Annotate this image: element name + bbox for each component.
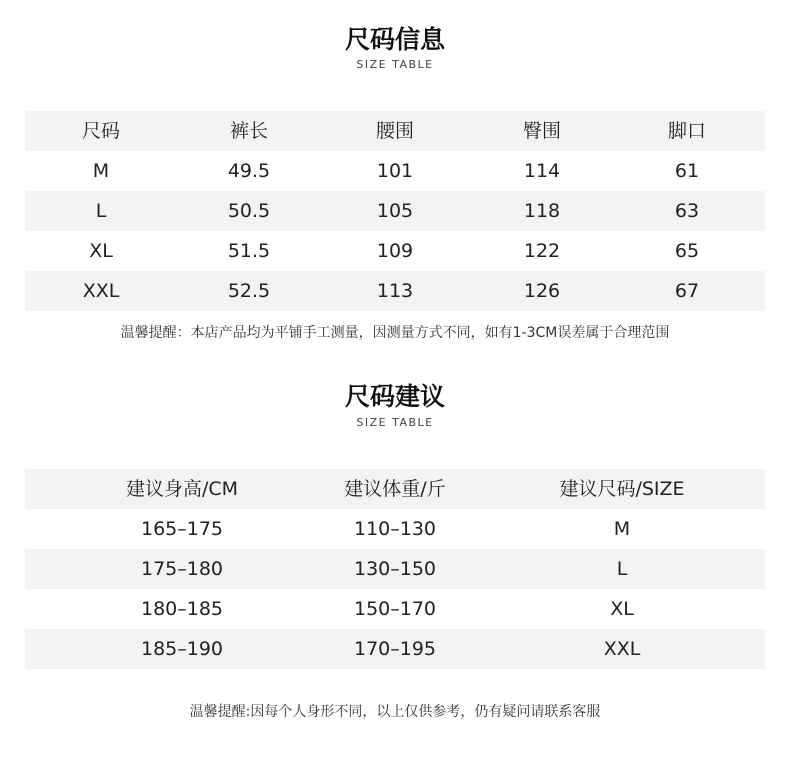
header-cell: 建议体重/斤 [344, 478, 446, 500]
table-cell: M [92, 160, 110, 182]
header-cell: 臀围 [522, 120, 561, 142]
table-cell: 50.5 [227, 200, 271, 222]
table-row [25, 629, 765, 669]
table-row [25, 509, 765, 549]
table-cell: XXL [603, 638, 641, 660]
table-cell: 118 [523, 200, 561, 222]
table-cell: 49.5 [227, 160, 271, 182]
size-info-subtitle: SIZE TABLE [356, 58, 434, 71]
table-header-row [25, 111, 765, 151]
table-row [25, 191, 765, 231]
table-cell: M [613, 518, 631, 540]
table-cell: L [616, 558, 628, 580]
table-cell: 180–185 [140, 598, 224, 620]
table-cell: 101 [376, 160, 414, 182]
table-cell: 150–170 [353, 598, 437, 620]
header-cell: 建议尺码/SIZE [559, 478, 685, 500]
size-advice-table [25, 469, 765, 669]
table-cell: 52.5 [227, 280, 271, 302]
table-cell: 130–150 [353, 558, 437, 580]
table-header-row [25, 469, 765, 509]
table-cell: 51.5 [227, 240, 271, 262]
size-advice-title: 尺码建议 [344, 382, 445, 411]
table-row [25, 589, 765, 629]
table-cell: 170–195 [353, 638, 437, 660]
table-cell: 114 [523, 160, 561, 182]
table-cell: 165–175 [140, 518, 224, 540]
table-cell: 122 [523, 240, 561, 262]
table-cell: 109 [376, 240, 414, 262]
table-cell: 65 [674, 240, 700, 262]
header-cell: 建议身高/CM [125, 478, 239, 500]
table-row [25, 271, 765, 311]
table-cell: 175–180 [140, 558, 224, 580]
table-cell: 63 [674, 200, 700, 222]
table-cell: 110–130 [353, 518, 437, 540]
table-cell: 105 [376, 200, 414, 222]
table-cell: 67 [674, 280, 700, 302]
header-cell: 尺码 [81, 120, 120, 142]
table-cell: XL [610, 598, 634, 620]
size-advice-subtitle: SIZE TABLE [356, 416, 434, 429]
table-cell: L [95, 200, 107, 222]
table-row [25, 231, 765, 271]
reference-note: 温馨提醒:因每个人身形不同，以上仅供参考，仍有疑问请联系客服 [189, 704, 601, 720]
table-cell: 126 [523, 280, 561, 302]
header-cell: 裤长 [229, 120, 268, 142]
size-info-title: 尺码信息 [344, 25, 445, 54]
table-cell: 61 [674, 160, 700, 182]
header-cell: 脚口 [667, 120, 706, 142]
header-cell: 腰围 [375, 120, 414, 142]
table-cell: 185–190 [140, 638, 224, 660]
size-info-table [25, 111, 765, 311]
table-row [25, 549, 765, 589]
table-cell: 113 [376, 280, 414, 302]
measurement-note: 温馨提醒：本店产品均为平铺手工测量，因测量方式不同，如有1-3CM误差属于合理范围 [120, 325, 670, 341]
table-cell: XXL [82, 280, 120, 302]
table-cell: XL [89, 240, 113, 262]
table-row [25, 151, 765, 191]
